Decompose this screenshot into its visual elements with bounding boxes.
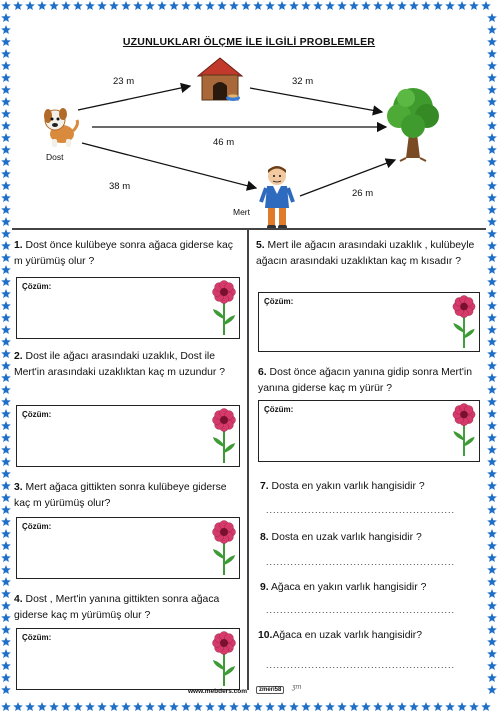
border-star xyxy=(487,313,497,322)
border-star xyxy=(1,229,11,238)
border-star xyxy=(1,625,11,634)
border-star xyxy=(487,649,497,658)
border-star xyxy=(193,702,203,711)
border-star xyxy=(1,649,11,658)
border-star xyxy=(397,702,407,711)
border-star xyxy=(487,589,497,598)
border-star xyxy=(1,541,11,550)
diagram-divider xyxy=(12,228,486,230)
border-star xyxy=(37,702,47,711)
border-star xyxy=(487,289,497,298)
border-star xyxy=(487,349,497,358)
border-star xyxy=(1,373,11,382)
distance-mert-tree: 26 m xyxy=(352,188,374,199)
answer-line-7[interactable]: ...................................................... xyxy=(266,505,456,515)
border-star xyxy=(1,505,11,514)
question-3: 3. Mert ağaca gittikten sonra kulübeye giderse kaç m yürümüş olur? xyxy=(14,482,227,509)
border-star xyxy=(487,325,497,334)
question-6: 6. Dost önce ağacın yanına gidip sonra Mert'in yanına giderse kaç m yürür ? xyxy=(258,367,472,394)
border-star xyxy=(1,637,11,646)
distance-dog-tree: 46 m xyxy=(213,137,235,148)
border-star xyxy=(241,702,251,711)
border-star xyxy=(487,553,497,562)
border-star xyxy=(313,702,323,711)
border-star xyxy=(487,565,497,574)
column-divider xyxy=(247,230,249,690)
border-star xyxy=(487,469,497,478)
flower-icon xyxy=(210,630,238,688)
border-star xyxy=(1,385,11,394)
border-star xyxy=(487,625,497,634)
border-star xyxy=(487,385,497,394)
border-star xyxy=(487,457,497,466)
flower-icon xyxy=(210,279,238,337)
answer-box-6[interactable] xyxy=(258,400,480,462)
border-star xyxy=(487,529,497,538)
answer-line-10[interactable]: ...................................................... xyxy=(266,660,456,670)
border-star xyxy=(487,301,497,310)
border-star xyxy=(73,702,83,711)
distance-dog-mert: 38 m xyxy=(109,181,131,192)
border-star xyxy=(169,702,179,711)
border-star xyxy=(1,685,11,694)
border-star xyxy=(1,565,11,574)
arrow-mert-tree xyxy=(300,160,395,196)
border-star xyxy=(1,469,11,478)
border-star xyxy=(487,253,497,262)
border-star xyxy=(1,553,11,562)
border-star xyxy=(487,397,497,406)
border-star xyxy=(277,702,287,711)
solution-label: Çözüm: xyxy=(22,282,52,291)
border-star xyxy=(361,702,371,711)
border-star xyxy=(1,289,11,298)
border-star xyxy=(409,702,419,711)
border-star xyxy=(1,277,11,286)
border-star xyxy=(487,541,497,550)
answer-box-5[interactable] xyxy=(258,292,480,352)
border-star xyxy=(1,613,11,622)
border-star xyxy=(1,445,11,454)
border-star xyxy=(1,702,11,711)
border-star xyxy=(1,517,11,526)
border-star xyxy=(487,517,497,526)
border-star xyxy=(487,493,497,502)
border-star xyxy=(487,265,497,274)
border-star xyxy=(487,601,497,610)
border-star xyxy=(1,313,11,322)
question-10: 10.Ağaca en uzak varlık hangisidir? xyxy=(258,630,423,641)
border-star xyxy=(217,702,227,711)
distance-house-tree: 32 m xyxy=(292,76,314,87)
border-star xyxy=(13,702,23,711)
border-star xyxy=(487,277,497,286)
flower-icon xyxy=(450,294,478,350)
question-9: 9. Ağaca en yakın varlık hangisidir ? xyxy=(260,582,427,593)
border-star xyxy=(487,481,497,490)
border-star xyxy=(337,702,347,711)
border-star xyxy=(487,637,497,646)
border-star xyxy=(205,702,215,711)
border-star xyxy=(487,577,497,586)
dog-house-image xyxy=(196,56,244,102)
answer-box-4[interactable] xyxy=(16,628,240,690)
tree-image xyxy=(386,82,440,162)
answer-line-9[interactable]: ...................................................... xyxy=(266,605,456,615)
border-star xyxy=(487,433,497,442)
border-star xyxy=(157,702,167,711)
border-star xyxy=(1,265,11,274)
border-star xyxy=(109,702,119,711)
border-star xyxy=(49,702,59,711)
footer-signature: ʒm xyxy=(292,684,302,691)
arrow-house-tree xyxy=(250,88,382,112)
border-star xyxy=(181,702,191,711)
border-star xyxy=(1,397,11,406)
border-star xyxy=(1,589,11,598)
border-star xyxy=(253,702,263,711)
border-star xyxy=(1,325,11,334)
border-star xyxy=(1,493,11,502)
border-star xyxy=(487,409,497,418)
border-star xyxy=(487,445,497,454)
page-title: UZUNLUKLARI ÖLÇME İLE İLGİLİ PROBLEMLER xyxy=(122,36,376,48)
label-dost: Dost xyxy=(46,152,64,162)
footer-site: www.mebders.com xyxy=(188,688,247,695)
border-star xyxy=(487,241,497,250)
border-star xyxy=(229,702,239,711)
solution-label: Çözüm: xyxy=(22,633,52,642)
border-star xyxy=(481,702,491,711)
border-star xyxy=(373,702,383,711)
question-8: 8. Dosta en uzak varlık hangisidir ? xyxy=(260,532,422,543)
question-1: 1. Dost önce kulübeye sonra ağaca giderse kaç m yürümüş olur ? xyxy=(14,240,233,267)
border-star xyxy=(487,421,497,430)
border-star xyxy=(1,661,11,670)
flower-icon xyxy=(210,407,238,465)
border-star xyxy=(121,702,131,711)
border-star xyxy=(1,421,11,430)
border-star xyxy=(1,529,11,538)
border-star xyxy=(1,433,11,442)
label-mert: Mert xyxy=(233,207,250,217)
border-star xyxy=(1,673,11,682)
flower-icon xyxy=(210,519,238,577)
question-7: 7. Dosta en yakın varlık hangisidir ? xyxy=(260,481,425,492)
border-star xyxy=(133,702,143,711)
border-star xyxy=(25,702,35,711)
border-star xyxy=(1,253,11,262)
solution-label: Çözüm: xyxy=(264,405,294,414)
dog-image xyxy=(40,105,80,149)
border-star xyxy=(289,702,299,711)
border-star xyxy=(1,577,11,586)
border-star xyxy=(1,337,11,346)
border-star xyxy=(421,702,431,711)
border-star xyxy=(1,349,11,358)
solution-label: Çözüm: xyxy=(264,297,294,306)
solution-label: Çözüm: xyxy=(22,522,52,531)
border-star xyxy=(469,702,479,711)
border-star xyxy=(61,702,71,711)
border-star xyxy=(1,301,11,310)
arrow-dog-house xyxy=(78,86,190,110)
border-star xyxy=(433,702,443,711)
answer-line-8[interactable]: ...................................................... xyxy=(266,557,456,567)
border-star xyxy=(1,601,11,610)
border-star xyxy=(325,702,335,711)
solution-label: Çözüm: xyxy=(22,410,52,419)
border-star xyxy=(487,613,497,622)
border-star xyxy=(349,702,359,711)
question-4: 4. Dost , Mert'in yanına gittikten sonra ağaca giderse kaç m yürümüş olur ? xyxy=(14,594,220,621)
question-5: 5. Mert ile ağacın arasındaki uzaklık , kulübeyle ağacın arasındaki uzaklıktan kaç m kısadır ? xyxy=(256,240,475,267)
answer-box-3[interactable] xyxy=(16,517,240,579)
border-star xyxy=(1,361,11,370)
border-star xyxy=(85,702,95,711)
border-star xyxy=(1,409,11,418)
flower-icon xyxy=(450,402,478,458)
border-star xyxy=(385,702,395,711)
border-star xyxy=(487,673,497,682)
border-star xyxy=(487,373,497,382)
border-star xyxy=(1,481,11,490)
border-star xyxy=(265,702,275,711)
border-star xyxy=(457,702,467,711)
distance-dog-house: 23 m xyxy=(113,76,135,87)
border-star xyxy=(1,241,11,250)
answer-box-2[interactable] xyxy=(16,405,240,467)
footer-badge: zmeri58 xyxy=(256,686,284,694)
border-star xyxy=(445,702,455,711)
border-star xyxy=(145,702,155,711)
border-star xyxy=(97,702,107,711)
border-star xyxy=(487,505,497,514)
border-star xyxy=(487,337,497,346)
border-star xyxy=(301,702,311,711)
border-star xyxy=(487,661,497,670)
boy-image xyxy=(260,164,294,230)
border-star xyxy=(487,229,497,238)
border-star xyxy=(487,361,497,370)
answer-box-1[interactable] xyxy=(16,277,240,339)
border-star xyxy=(487,685,497,694)
question-2: 2. Dost ile ağacı arasındaki uzaklık, Dost ile Mert'in arasındaki uzaklıktan kaç m uzundur ? xyxy=(14,351,226,378)
border-star xyxy=(1,457,11,466)
